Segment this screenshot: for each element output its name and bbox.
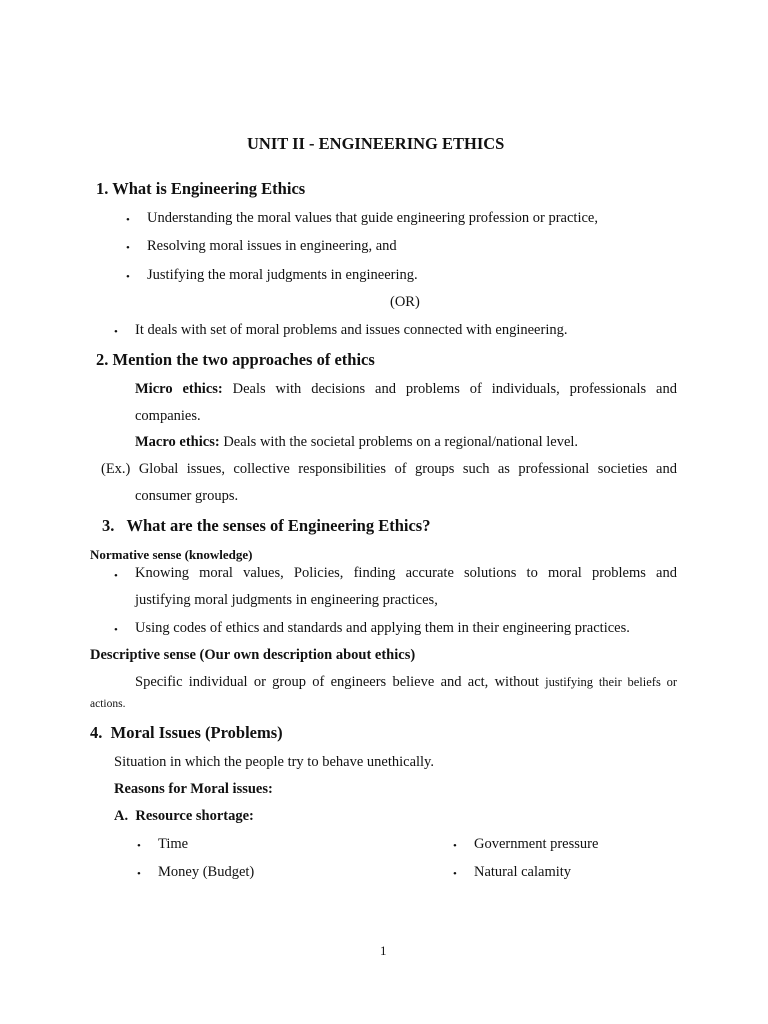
bullet-marker: • <box>114 624 118 636</box>
bullet-marker: • <box>114 326 118 338</box>
macro-ethics-label: Macro ethics: <box>135 434 220 450</box>
page-title: UNIT II - ENGINEERING ETHICS <box>247 134 505 153</box>
s3-bullet-1-line-1: Knowing moral values, Policies, finding accurate solutions to moral problems and <box>135 565 677 581</box>
descriptive-sense-heading: Descriptive sense (Our own description about ethics) <box>90 647 416 663</box>
bullet-marker: • <box>137 868 141 880</box>
bullet-marker: • <box>126 214 130 226</box>
descriptive-line-2: actions. <box>90 698 126 710</box>
or-separator: (OR) <box>390 294 420 310</box>
example-line-1: (Ex.) Global issues, collective responsibilities of groups such as professional societies and <box>101 461 677 477</box>
micro-ethics-label: Micro ethics: <box>135 381 223 397</box>
descriptive-text-b: justifying their beliefs or <box>545 675 677 689</box>
bullet-marker: • <box>114 570 118 582</box>
micro-ethics-line-1 <box>135 381 677 398</box>
section-2-heading: 2. Mention the two approaches of ethics <box>96 350 375 369</box>
macro-ethics-line <box>135 434 578 451</box>
normative-sense-heading: Normative sense (knowledge) <box>90 547 253 562</box>
s1-bullet-1: Understanding the moral values that guide engineering profession or practice, <box>147 210 598 226</box>
resource-item-time: Time <box>158 836 189 852</box>
section-4-heading: 4. Moral Issues (Problems) <box>90 723 283 742</box>
bullet-marker: • <box>137 840 141 852</box>
descriptive-line-1 <box>135 674 677 691</box>
s1-bullet-2: Resolving moral issues in engineering, and <box>147 238 397 254</box>
bullet-marker: • <box>126 271 130 283</box>
bullet-marker: • <box>453 868 457 880</box>
resource-item-money: Money (Budget) <box>158 864 255 880</box>
resource-shortage-heading: A. Resource shortage: <box>114 808 254 824</box>
s1-extra-bullet: It deals with set of moral problems and issues connected with engineering. <box>135 322 568 338</box>
moral-issues-intro: Situation in which the people try to behave unethically. <box>114 754 434 770</box>
s1-bullet-3: Justifying the moral judgments in engineering. <box>147 267 418 283</box>
page-number: 1 <box>380 943 387 958</box>
s3-bullet-2: Using codes of ethics and standards and applying them in their engineering practices. <box>135 620 630 636</box>
reasons-heading: Reasons for Moral issues: <box>114 781 273 797</box>
bullet-marker: • <box>126 242 130 254</box>
example-line-2: consumer groups. <box>135 488 239 504</box>
section-1-heading: 1. What is Engineering Ethics <box>96 179 306 198</box>
micro-ethics-line-2: companies. <box>135 408 201 424</box>
macro-ethics-text: Deals with the societal problems on a regional/national level. <box>223 434 579 450</box>
resource-item-calamity: Natural calamity <box>474 864 572 880</box>
section-3-heading: 3. What are the senses of Engineering Ethics? <box>102 516 431 535</box>
bullet-marker: • <box>453 840 457 852</box>
resource-item-government: Government pressure <box>474 836 599 852</box>
descriptive-text-a: Specific individual or group of engineers believe and act, without <box>135 674 539 690</box>
s3-bullet-1-line-2: justifying moral judgments in engineering practices, <box>135 592 438 608</box>
micro-ethics-text: Deals with decisions and problems of individuals, professionals and <box>232 381 677 397</box>
